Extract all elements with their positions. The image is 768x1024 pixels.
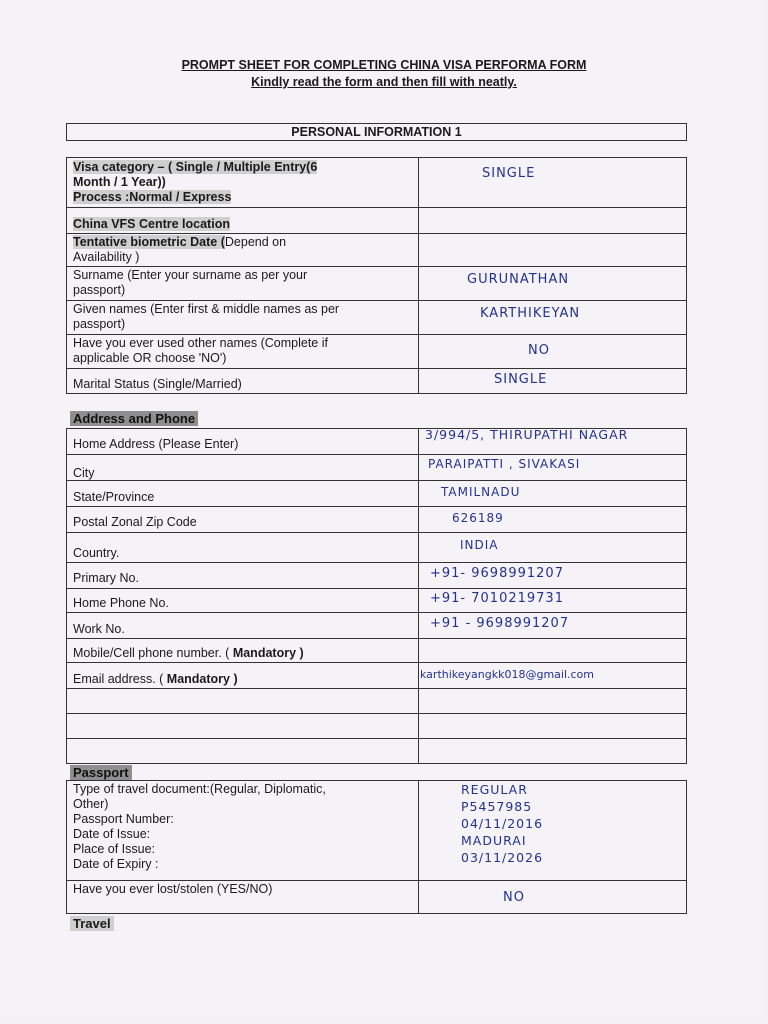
home-address-label: Home Address (Please Enter) — [73, 437, 239, 451]
zip-value: 626189 — [452, 511, 504, 525]
passport-number-value: P5457985 — [461, 799, 533, 814]
other-names-label: Have you ever used other names (Complete if applicable OR choose 'NO') — [73, 336, 328, 365]
passport-section-heading: Passport — [70, 765, 132, 780]
passport-labels: Type of travel document:(Regular, Diplomatic, Other) Passport Number: Date of Issue: Place of Issue: Date of Expiry : — [73, 782, 326, 871]
work-no-value: +91 - 9698991207 — [430, 616, 570, 631]
given-names-label: Given names (Enter first & middle names as per passport) — [73, 302, 340, 331]
personal-info-heading: PERSONAL INFORMATION 1 — [291, 125, 462, 139]
primary-no-value: +91- 9698991207 — [430, 566, 564, 581]
visa-category-label: Visa category – ( Single / Multiple Entry(6 Month / 1 Year)) Process :Normal / Express — [73, 160, 318, 204]
date-of-issue-value: 04/11/2016 — [461, 816, 544, 831]
vfs-centre-label: China VFS Centre location — [73, 217, 230, 231]
travel-document-type-value: REGULAR — [461, 782, 528, 797]
lost-stolen-value: NO — [503, 890, 525, 905]
email-label: Email address. ( Mandatory ) — [73, 672, 238, 686]
place-of-issue-value: MADURAI — [461, 833, 527, 848]
zip-label: Postal Zonal Zip Code — [73, 515, 197, 529]
form-title: PROMPT SHEET FOR COMPLETING CHINA VISA PERFORMA FORM — [181, 58, 587, 72]
visa-category-value: SINGLE — [482, 166, 536, 181]
address-section-heading: Address and Phone — [70, 411, 198, 426]
primary-no-label: Primary No. — [73, 571, 139, 585]
personal-info-heading-box — [66, 123, 687, 141]
city-label: City — [73, 466, 95, 480]
state-label: State/Province — [73, 490, 155, 504]
surname-value: GURUNATHAN — [467, 272, 570, 287]
mobile-label: Mobile/Cell phone number. ( Mandatory ) — [73, 646, 304, 660]
city-value: PARAIPATTI , SIVAKASI — [428, 457, 581, 471]
lost-stolen-label: Have you ever lost/stolen (YES/NO) — [73, 882, 273, 896]
home-phone-label: Home Phone No. — [73, 596, 169, 610]
marital-status-value: SINGLE — [494, 372, 548, 387]
passport-values — [461, 781, 543, 866]
date-of-expiry-value: 03/11/2026 — [461, 850, 544, 865]
work-no-label: Work No. — [73, 622, 125, 636]
country-label: Country. — [73, 546, 120, 560]
biometric-date-label: Tentative biometric Date (Depend on Availability ) — [73, 235, 287, 264]
home-phone-value: +91- 7010219731 — [430, 591, 564, 606]
travel-section-heading: Travel — [70, 916, 114, 931]
form-subtitle: Kindly read the form and then fill with neatly. — [251, 75, 517, 89]
marital-status-label: Marital Status (Single/Married) — [73, 377, 242, 391]
other-names-value: NO — [528, 343, 550, 358]
country-value: INDIA — [460, 538, 499, 552]
home-address-value: 3/994/5, THIRUPATHI NAGAR — [425, 427, 629, 442]
state-value: TAMILNADU — [441, 485, 521, 499]
given-names-value: KARTHIKEYAN — [480, 306, 581, 321]
email-value: karthikeyangkk018@gmail.com — [420, 668, 595, 681]
surname-label: Surname (Enter your surname as per your passport) — [73, 268, 308, 297]
